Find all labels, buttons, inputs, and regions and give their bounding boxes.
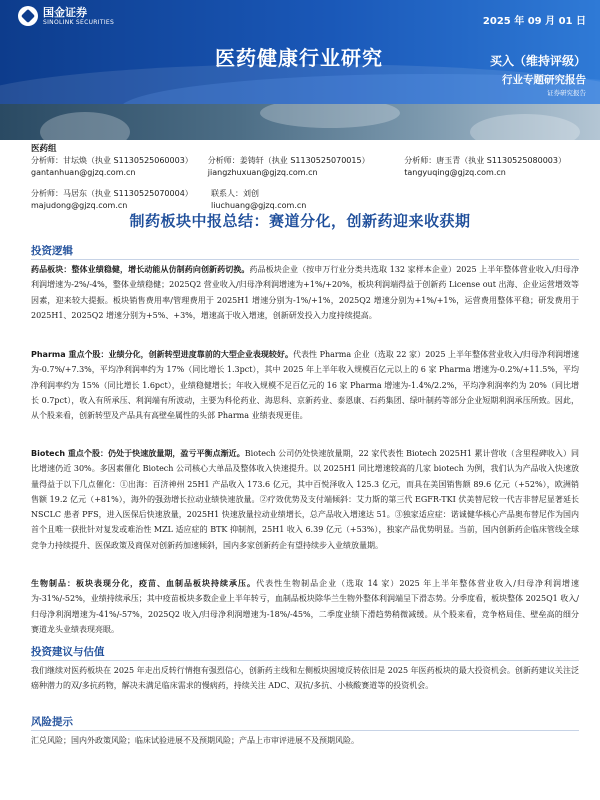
report-title: 医药健康行业研究 [215, 46, 383, 70]
analyst-card [31, 188, 211, 212]
photo-highlight [40, 112, 130, 140]
paragraph-lead: 生物制品：板块表现分化，疫苗、血制品板块持续承压。 [31, 579, 257, 588]
logo-name-cn: 国金证券 [43, 5, 87, 19]
report-type: 行业专题研究报告 [502, 74, 586, 86]
logo-name-en: SINOLINK SECURITIES [43, 18, 115, 26]
analyst-card [211, 188, 411, 212]
paragraph-body: Biotech 公司仍处快速放量期，22 家代表性 Biotech 2025H1 累计营收（含里程碑收入）同比增速仍近 30%。多因素催化 Biotech 公司核心大单品及整体收入快速提升。以 2025H1 同比增速较高的几家 biotech 为例，我们认为产品收入快速放量得益于以下几点催化：①出海：百济神州 25H1 产品收入 173.6 亿元，其中百悦泽收入 125.3 亿元，而具在美国销售额 89.6 亿元（+52%），欧洲销售额 19.2 亿元（+81%），海外的强劲增长拉动业绩快速放量。②疗效优势及支付端倾斜：艾力斯的第三代 EGFR-TKI 伏美替尼较一代吉非替尼显著延长 NSCLC 患者 PFS，进入医保后快速放量，2025H1 快速放量拉动业绩增长，总产品收入增速达 51。③独家适应症：诺诚健华核心产品奥布替尼作为国内首个且唯一获批针对复发或难治性 MZL 适应症的 BTK 抑制剂，25H1 收入 6.39 亿元（+53%），独家产品优势明显。当前，国内创新药企临床管线全球竞争力持续提升、医保政策及商保对创新药加速倾斜，国内多家创新药企有望持续步入业绩放量期。 [31, 449, 579, 550]
paragraph-lead: Biotech 重点个股：仍处于快速放量期，盈亏平衡点渐近。 [31, 449, 245, 458]
section-heading-advice: 投资建议与估值 [31, 646, 105, 658]
paragraph-biotech [31, 446, 579, 553]
section-heading-logic: 投资逻辑 [31, 245, 73, 257]
section-divider [31, 259, 579, 260]
analyst-row [31, 188, 581, 212]
paragraph-biologics [31, 576, 579, 637]
report-tag: 证券研究报告 [547, 89, 586, 97]
analyst-name: 分析师：唐玉青（执业 S1130525080003） [404, 156, 566, 165]
analyst-block [31, 143, 581, 212]
paragraph-risk [31, 733, 579, 748]
analyst-name: 分析师：甘坛焕（执业 S1130525060003） [31, 156, 193, 165]
company-logo [18, 6, 114, 26]
rating-badge: 买入（维持评级） [489, 54, 586, 68]
report-date: 2025 年 09 月 01 日 [482, 16, 586, 27]
paragraph-body: 汇兑风险；国内外政策风险；临床试验进展不及预期风险；产品上市审评进展不及预期风险。 [31, 736, 359, 745]
contact-email[interactable]: liuchuang@gjzq.com.cn [211, 201, 307, 210]
paragraph-body: 药品板块企业（按申万行业分类共选取 132 家样本企业）2025 上半年整体营业收入/归母净利润增速为-2%/-4%，整体业绩稳健；2025Q2 营业收入/归母净利润增速为+1%/+20%，板块利润端得益于创新药 License out 出海、企业运营增效等因素，迎来较大提振。板块销售费用率/管理费用于 2025H1 增速分别为-1%/+1%，2025Q2 增速分别为+1%/+1%，运营费用整体平稳；研发费用于 2025H1、2025Q2 增速分别为+5%、+3%，增速高于收入增速，创新研发投入力度持续提高。 [31, 265, 580, 320]
contact-name: 联系人：刘创 [211, 189, 259, 198]
header-photo-strip [0, 104, 600, 140]
logo-icon [18, 6, 38, 26]
section-divider [31, 730, 579, 731]
paragraph-advice [31, 663, 579, 694]
paragraph-pharma [31, 347, 579, 423]
photo-highlight [470, 114, 580, 140]
paragraph-body: 代表性 Pharma 企业（选取 22 家）2025 上半年整体营业收入/归母净利润增速为-0.7%/+7.3%，平均净利润率约为 17%（同比增长 1.3pct），其中 2025 年上半年收入规模百亿元以上的 6 家 Pharma 增速为-0.2%/+11.5%，平均净利润率约为 15%（同比增长 1.6pct），业绩稳健增长；年收入规模不足百亿元的 16 家 Pharma 增速为-1.4%/2.2%，平均净利润率约为 20%（同比增长 0.7pct），收入有所承压、利润端有所波动，主要为科伦药业、海思科、京新药业、泰恩康、石药集团、绿叶制药等部分企业短期利润承压所致。因此，从个股来看，创新转型及产品具有高壁垒属性的头部 Pharma 业绩表现更佳。 [31, 350, 580, 421]
photo-highlight [260, 104, 400, 128]
analyst-row [31, 155, 581, 179]
analyst-email[interactable]: gantanhuan@gjzq.com.cn [31, 168, 136, 177]
paragraph-body: 代表性生物制品企业（选取 14 家）2025 年上半年整体营业收入/归母净利润增速为-31%/-52%，业绩持续承压；其中疫苗板块多数企业上半年转亏，血制品板块除华兰生物外整体利润端呈下滑态势。分季度看，板块整体 2025Q1 收入/归母净利润增速为-41%/-57%，2025Q2 收入/归母净利润增速为-18%/-45%，二季度业绩下滑趋势稍微减缓。从个股来看，竞争格局佳、壁垒高的细分赛道龙头业绩表现亮眼。 [31, 579, 579, 634]
analyst-email[interactable]: jiangzhuxuan@gjzq.com.cn [207, 168, 318, 177]
section-heading-risk: 风险提示 [31, 716, 73, 728]
paragraph-drugs [31, 262, 579, 323]
report-header [0, 0, 600, 140]
paragraph-lead: Pharma 重点个股：业绩分化，创新转型进度靠前的大型企业表现较好。 [31, 350, 293, 359]
header-banner [0, 0, 600, 104]
analyst-card [208, 155, 404, 179]
analyst-name: 分析师：马居东（执业 S1130525070004） [31, 189, 193, 198]
paragraph-body: 我们继续对医药板块在 2025 年走出反转行情抱有强烈信心，创新药主线和左侧板块困境反转依旧是 2025 年医药板块的最大投资机会。创新药建议关注泛癌种潜力的双/多抗药物，解决未满足临床需求的慢病药，持续关注 ADC、双抗/多抗、小核酸赛道等的投资机会。 [31, 666, 579, 691]
analyst-group: 医药组 [31, 144, 57, 154]
analyst-email[interactable]: majudong@gjzq.com.cn [31, 201, 128, 210]
paragraph-lead: 药品板块：整体业绩稳健，增长动能从仿制药向创新药切换。 [31, 265, 250, 274]
analyst-name: 分析师：姜铸轩（执业 S1130525070015） [207, 156, 370, 165]
analyst-card [404, 155, 581, 179]
analyst-email[interactable]: tangyuqing@gjzq.com.cn [404, 168, 506, 177]
analyst-card [31, 155, 208, 179]
section-divider [31, 660, 579, 661]
main-title: 制药板块中报总结：赛道分化，创新药迎来收获期 [129, 212, 471, 230]
